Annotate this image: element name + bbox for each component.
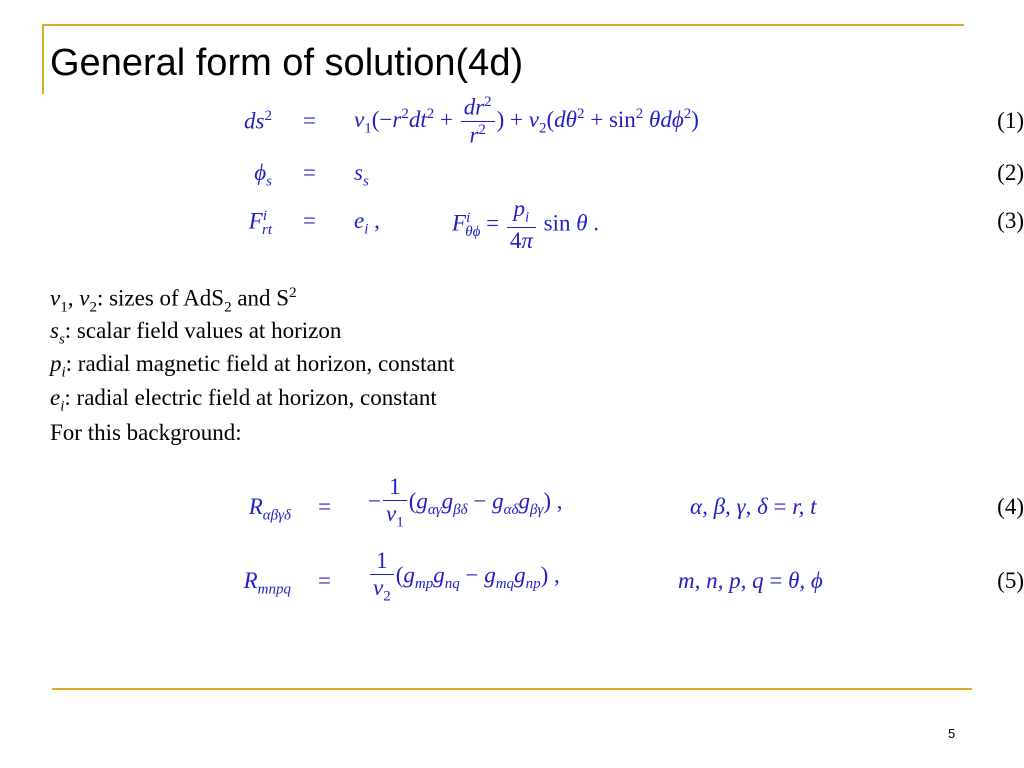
equation-4: $R_{\alpha\beta\gamma\delta}$ = − $\frac{1}{v_1}$ $(g_{\alpha\gamma}g_{\beta\delta} - g_{\alpha\delta}g_{\beta\gamma})$ , α, β, γ, δ = r, t (4) (248, 474, 1024, 532)
definition-v-and: and S (231, 285, 290, 311)
top-rule (42, 24, 964, 26)
definition-s-text: : scalar field values at horizon (64, 318, 342, 343)
page-number: 5 (948, 726, 956, 741)
definition-p: $p_i$: radial magnetic field at horizon, constant (50, 351, 455, 381)
definition-v-text: : sizes of AdS (96, 285, 225, 311)
equation-1-number: (1) (997, 108, 1024, 133)
definition-background: For this background: (50, 420, 242, 445)
bottom-rule (52, 688, 972, 690)
definition-v: $v_1$, $v_2$: sizes of AdS$_2$ and $S^2$ (50, 285, 297, 316)
equation-5: $R_{mnpq}$ = $\frac{1}{v_2}$ $(g_{mp}g_{nq} - g_{mq}g_{np})$ , m, n, p, q = θ, ϕ (5) (243, 548, 1024, 606)
definition-e-text: : radial electric field at horizon, constant (64, 385, 437, 410)
left-rule (42, 24, 44, 94)
equation-4-number: (4) (997, 494, 1024, 519)
equation-5-number: (5) (997, 568, 1024, 593)
equation-3-number: (3) (997, 208, 1024, 233)
slide-title: General form of solution(4d) (50, 42, 524, 84)
definition-e: $e_i$: radial electric field at horizon, constant (50, 385, 437, 415)
definition-p-text: : radial magnetic field at horizon, constant (65, 351, 455, 376)
equation-2-number: (2) (997, 160, 1024, 185)
equation-1: $ds^2$ = $v_1(-r^2dt^2$ + $\frac{dr^2}{r^2}$ ) + $v_2(d\theta^2 + \sin^2 \theta d\phi^2)$ (1) (244, 94, 1024, 148)
equation-3: $F^i_{rt}$ = $e_i$ , $F^i_{\theta\phi}$ = $\frac{p_i}{4\pi}$ sin θ . (3) (248, 196, 1024, 253)
definition-s: $s_s$: scalar field values at horizon (50, 318, 342, 348)
equation-2: $\phi_s$ = $s_s$ (2) (254, 160, 1024, 190)
